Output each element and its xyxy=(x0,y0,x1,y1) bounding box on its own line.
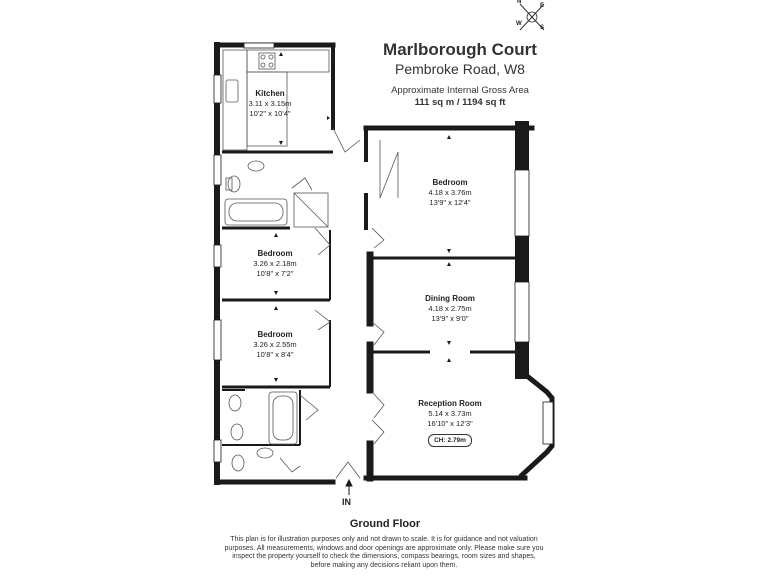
compass-w-label: W xyxy=(516,21,522,27)
room-metric: 4.18 x 2.75m xyxy=(428,304,472,313)
room-name: Dining Room xyxy=(425,294,475,303)
room-imperial: 10'8" x 7'2" xyxy=(256,269,294,278)
room-kitchen xyxy=(240,89,300,119)
room-imperial: 13'9" x 12'4" xyxy=(429,198,471,207)
room-name: Bedroom xyxy=(432,178,468,187)
room-bedroom-3 xyxy=(240,330,310,360)
room-dining xyxy=(410,294,490,324)
room-metric: 3.11 x 3.15m xyxy=(248,99,292,108)
property-title: Marlborough Court xyxy=(383,40,537,59)
room-imperial: 10'2" x 10'4" xyxy=(249,109,291,118)
room-imperial: 16'10" x 12'3" xyxy=(427,419,473,428)
area-label: Approximate Internal Gross Area xyxy=(391,85,529,96)
property-address: Pembroke Road, W8 xyxy=(395,61,525,77)
entrance-label: IN xyxy=(342,497,351,507)
room-name: Kitchen xyxy=(255,89,285,98)
compass-s-label: S xyxy=(540,25,545,31)
room-metric: 5.14 x 3.73m xyxy=(428,409,472,418)
entrance-arrow xyxy=(346,480,352,495)
floor-label: Ground Floor xyxy=(349,518,421,530)
room-imperial: 10'8" x 8'4" xyxy=(256,350,294,359)
room-metric: 3.26 x 2.18m xyxy=(253,259,297,268)
room-name: Bedroom xyxy=(257,249,293,258)
room-metric: 4.18 x 3.76m xyxy=(428,188,472,197)
room-reception xyxy=(410,399,490,429)
room-metric: 3.26 x 2.55m xyxy=(253,340,297,349)
room-name: Bedroom xyxy=(257,330,293,339)
room-bedroom-2 xyxy=(240,249,310,279)
compass-n-label: N xyxy=(517,0,522,5)
compass-e-label: E xyxy=(540,3,545,9)
room-bedroom-main xyxy=(415,178,485,208)
area-value: 111 sq m / 1194 sq ft xyxy=(414,97,506,108)
disclaimer-text: This plan is for illustration purposes only and not drawn to scale. It is for guidance and not valuation purposes. All measurements, windows and door openings are approximate only. Please make sure you inspect the property yourself to check the dimensions, compass bearings, room sizes and shapes, before making any decisions reliant upon them. xyxy=(224,536,544,569)
room-name: Reception Room xyxy=(418,399,482,408)
room-imperial: 13'9" x 9'0" xyxy=(431,314,469,323)
ceiling-height-badge: CH: 2.79m xyxy=(428,434,472,447)
compass-rose-icon xyxy=(514,0,550,34)
